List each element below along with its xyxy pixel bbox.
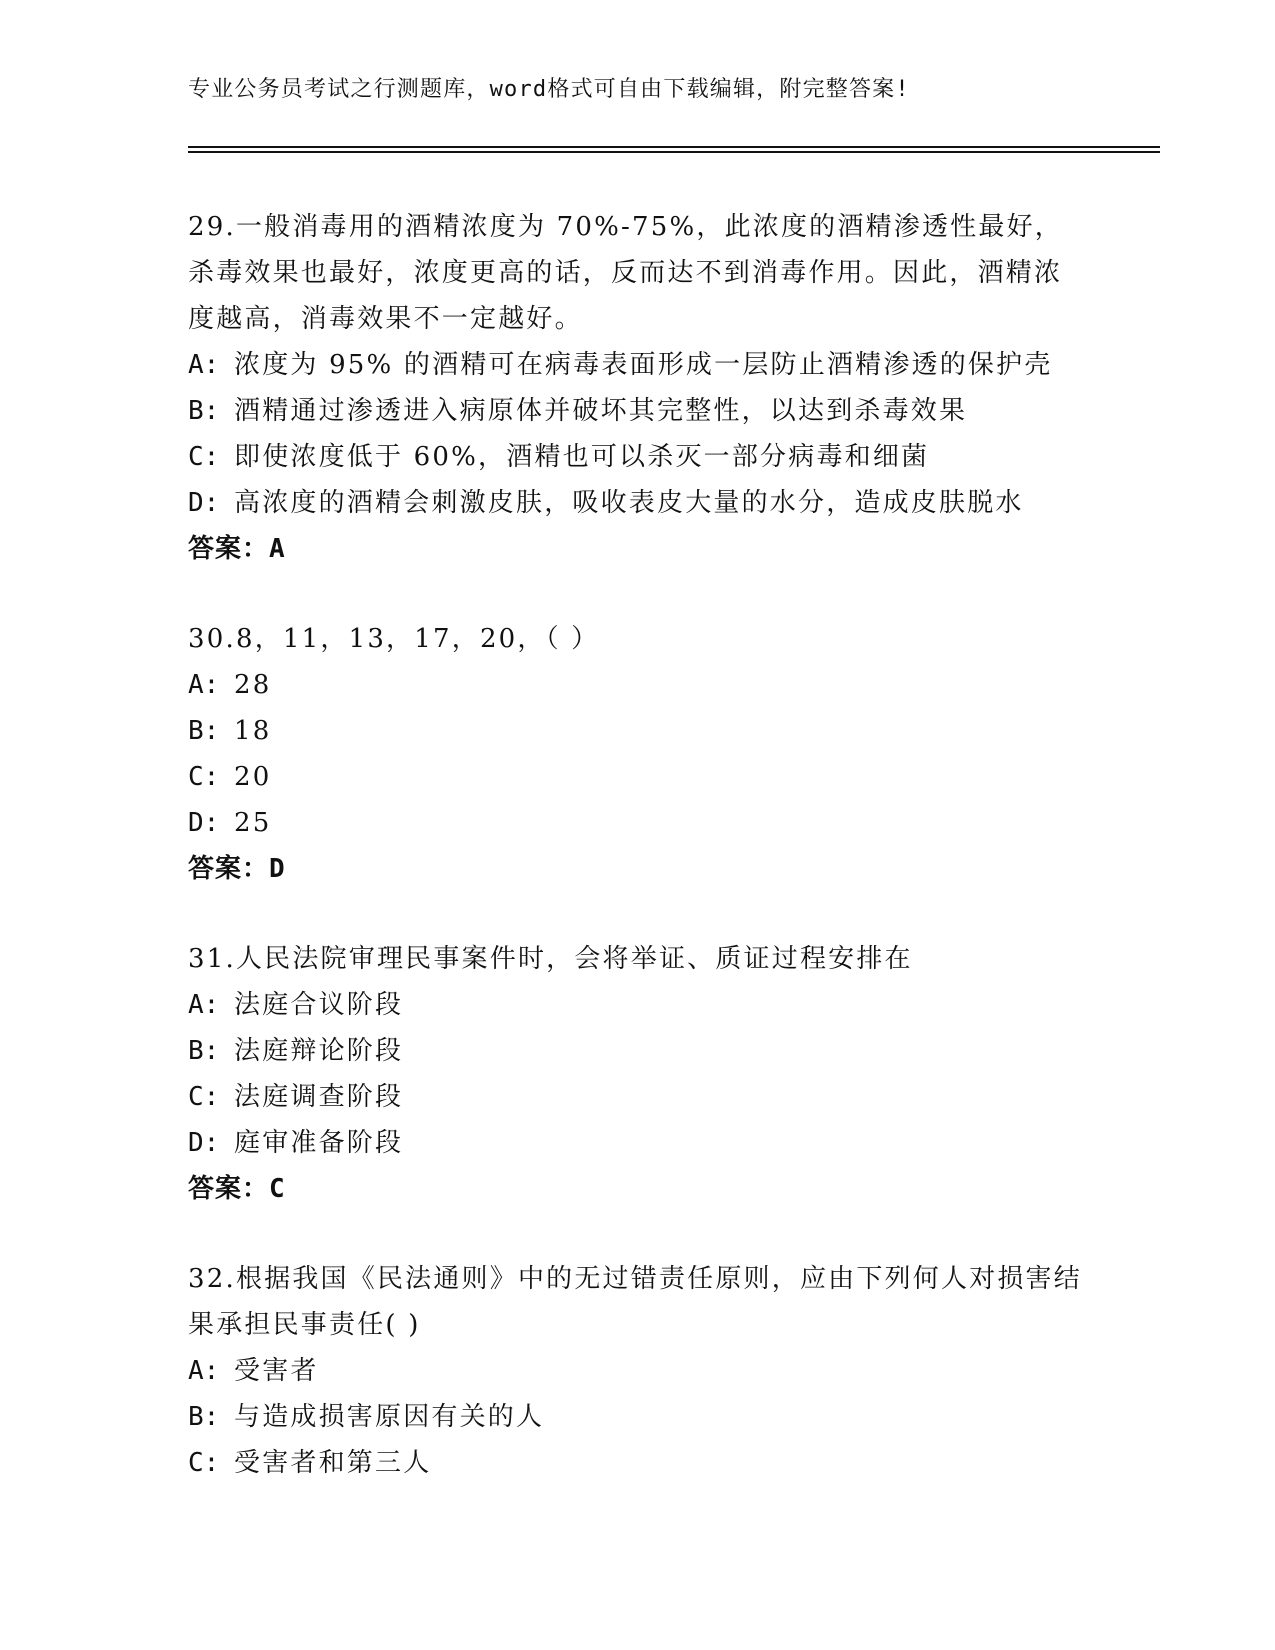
- option-key: D:: [188, 488, 220, 518]
- option-c: [188, 1440, 1088, 1486]
- question-text: 31.人民法院审理民事案件时，会将举证、质证过程安排在: [188, 944, 913, 974]
- answer-line: [188, 1166, 1088, 1212]
- option-text: 庭审准备阶段: [234, 1128, 404, 1158]
- answer-value: A: [269, 534, 286, 564]
- answer-label: 答案：: [188, 1174, 270, 1204]
- option-text: 28: [234, 670, 272, 700]
- option-d: [188, 1120, 1088, 1166]
- question-text: 30.8，11，13，17，20，（ ）: [188, 624, 600, 654]
- option-text: 法庭合议阶段: [234, 990, 404, 1020]
- option-b: [188, 708, 1088, 754]
- question-text: 29.一般消毒用的酒精浓度为 70%-75%，此浓度的酒精渗透性最好，杀毒效果也最好，浓度更高的话，反而达不到消毒作用。因此，酒精浓度越高，消毒效果不一定越好。: [188, 212, 1063, 334]
- option-b: [188, 1394, 1088, 1440]
- page-header: 专业公务员考试之行测题库，word格式可自由下载编辑，附完整答案!: [188, 77, 910, 102]
- option-text: 酒精通过渗透进入病原体并破坏其完整性，以达到杀毒效果: [234, 396, 968, 426]
- option-key: C:: [188, 1082, 220, 1112]
- option-b: [188, 1028, 1088, 1074]
- option-c: [188, 754, 1088, 800]
- option-text: 20: [234, 762, 272, 792]
- answer-line: [188, 846, 1088, 892]
- option-text: 即使浓度低于 60%，酒精也可以杀灭一部分病毒和细菌: [234, 442, 930, 472]
- option-text: 与造成损害原因有关的人: [234, 1402, 545, 1432]
- option-text: 法庭辩论阶段: [234, 1036, 404, 1066]
- option-text: 高浓度的酒精会刺激皮肤，吸收表皮大量的水分，造成皮肤脱水: [234, 488, 1024, 518]
- answer-value: C: [269, 1174, 286, 1204]
- option-text: 受害者和第三人: [234, 1448, 432, 1478]
- option-d: [188, 800, 1088, 846]
- option-key: B:: [188, 1402, 220, 1432]
- option-text: 18: [234, 716, 272, 746]
- option-a: [188, 982, 1088, 1028]
- question-list: [188, 204, 1088, 1530]
- option-key: D:: [188, 808, 220, 838]
- option-a: [188, 662, 1088, 708]
- answer-label: 答案：: [188, 534, 270, 564]
- option-key: A:: [188, 670, 220, 700]
- option-key: B:: [188, 396, 220, 426]
- option-b: [188, 388, 1088, 434]
- header-divider: [188, 146, 1160, 148]
- option-key: C:: [188, 442, 220, 472]
- option-key: C:: [188, 1448, 220, 1478]
- option-key: D:: [188, 1128, 220, 1158]
- option-c: [188, 1074, 1088, 1120]
- option-text: 受害者: [234, 1356, 319, 1386]
- option-a: [188, 1348, 1088, 1394]
- option-c: [188, 434, 1088, 480]
- question-32: [188, 1256, 1088, 1486]
- option-d: [188, 480, 1088, 526]
- option-key: A:: [188, 990, 220, 1020]
- answer-label: 答案：: [188, 854, 270, 884]
- option-text: 25: [234, 808, 272, 838]
- question-text: 32.根据我国《民法通则》中的无过错责任原则，应由下列何人对损害结果承担民事责任( ): [188, 1264, 1082, 1340]
- option-key: C:: [188, 762, 220, 792]
- option-key: A:: [188, 350, 220, 380]
- question-31: [188, 936, 1088, 1212]
- answer-value: D: [269, 854, 286, 884]
- option-key: B:: [188, 1036, 220, 1066]
- option-key: B:: [188, 716, 220, 746]
- option-a: [188, 342, 1088, 388]
- option-text: 法庭调查阶段: [234, 1082, 404, 1112]
- question-29: [188, 204, 1088, 572]
- option-key: A:: [188, 1356, 220, 1386]
- answer-line: [188, 526, 1088, 572]
- option-text: 浓度为 95% 的酒精可在病毒表面形成一层防止酒精渗透的保护壳: [234, 350, 1053, 380]
- question-30: [188, 616, 1088, 892]
